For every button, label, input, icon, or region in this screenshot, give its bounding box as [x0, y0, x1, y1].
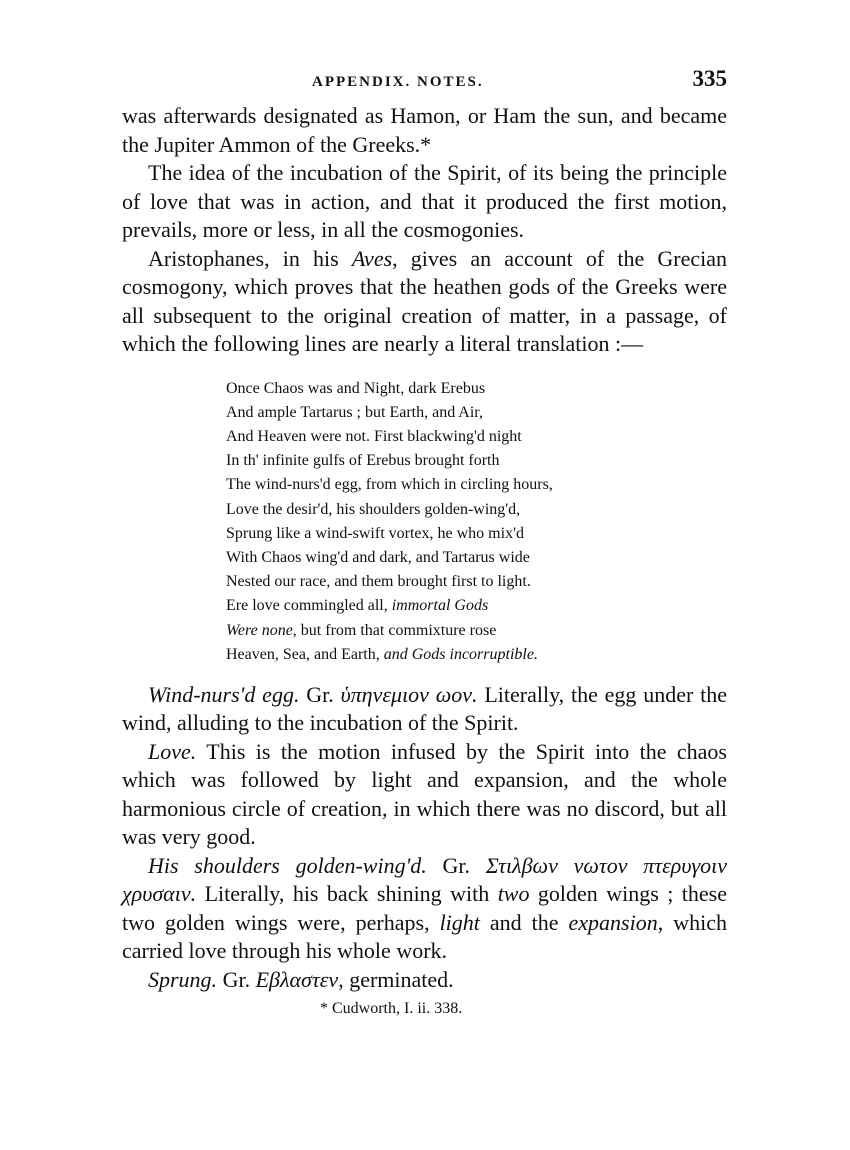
italic-text: Στιλβων νωτον πτερυγοιν χρυσαιν. — [122, 852, 728, 907]
running-head: APPENDIX. NOTES. — [312, 74, 484, 90]
text-run: , which carried love through his whole work. — [122, 909, 727, 964]
page-number: 335 — [692, 66, 727, 91]
verse-line — [226, 473, 727, 497]
note-paragraph — [122, 966, 727, 995]
italic-text: Εβλαστεν — [255, 966, 339, 992]
text-run: , germinated. — [338, 966, 454, 992]
italic-text: light — [439, 909, 480, 935]
verse-block — [226, 377, 727, 667]
italic-text: Aves — [351, 245, 393, 271]
text-run: In th' infinite gulfs of Erebus brought forth — [226, 452, 500, 470]
verse-line — [226, 522, 727, 546]
text-run: Once Chaos was and Night, dark Erebus — [226, 379, 486, 397]
text-run: golden wings ; these two golden wings were, perhaps, — [122, 881, 727, 935]
verse-line — [226, 401, 727, 425]
text-run: Literally, his back shining with — [196, 881, 498, 907]
italic-text: Were none — [226, 621, 293, 639]
italic-text: and Gods incorruptible. — [383, 645, 538, 663]
verse-line — [226, 594, 727, 618]
text-run: And ample Tartarus ; but Earth, and Air, — [226, 403, 483, 421]
italic-text: immortal Gods — [391, 597, 489, 615]
italic-text: ὑπηνεμιον ωον. — [340, 681, 478, 707]
text-run: The wind-nurs'd egg, from which in circling hours, — [226, 476, 553, 494]
italic-text: His shoulders golden-wing'd. — [148, 852, 427, 878]
text-run: Sprung like a wind-swift vortex, he who mix'd — [226, 524, 524, 542]
verse-line — [226, 498, 727, 522]
italic-text: expansion — [568, 909, 658, 935]
verse-line — [226, 377, 727, 401]
intro-text — [122, 102, 727, 359]
text-run: And Heaven were not. First blackwing'd night — [226, 427, 522, 445]
text-run: Gr. — [426, 852, 486, 878]
text-run: Ere love commingled all, — [226, 597, 392, 615]
paragraph — [122, 159, 727, 245]
text-run: Heaven, Sea, and Earth, — [226, 645, 384, 663]
verse-line — [226, 643, 727, 667]
text-run: Nested our race, and them brought first to light. — [226, 573, 531, 591]
text-run: Literally, the egg under the wind, alluding to the incubation of the Spirit. — [122, 681, 727, 736]
text-run: and the — [479, 909, 569, 935]
italic-text: two — [497, 881, 530, 907]
note-paragraph — [122, 681, 727, 738]
text-run: With Chaos wing'd and dark, and Tartarus wide — [226, 548, 530, 566]
paragraph — [122, 102, 727, 159]
text-run: This is the motion infused by the Spirit into the chaos which was followed by light and expansion, and the whole harmonious circle of creation, in which there was no discord, but all was very good. — [122, 738, 727, 850]
italic-text: Wind-nurs'd egg. — [148, 681, 300, 707]
footnote: * Cudworth, I. ii. 338. — [320, 1000, 463, 1018]
paragraph — [122, 245, 727, 359]
italic-text: Sprung. — [148, 966, 218, 992]
notes-text — [122, 681, 727, 995]
note-paragraph — [122, 738, 727, 852]
page-header — [122, 66, 727, 102]
verse-line — [226, 570, 727, 594]
text-run: , gives an account of the Grecian cosmogony, which proves that the heathen gods of the Greeks were all subsequent to the original creation of matter, in a passage, of which the following lines are nearly a literal translation :— — [122, 245, 727, 356]
text-run: , but from that commixture rose — [292, 621, 497, 639]
verse-line — [226, 449, 727, 473]
italic-text: Love. — [148, 738, 197, 764]
text-run: Gr. — [299, 681, 341, 707]
text-run: The idea of the incubation of the Spirit, of its being the principle of love that was in action, and that it produced the first motion, prevails, more or less, in all the cosmogonies. — [122, 160, 727, 242]
verse-line — [226, 619, 727, 643]
verse-line — [226, 425, 727, 449]
text-run: Love the desir'd, his shoulders golden-wing'd, — [226, 500, 521, 518]
book-page — [122, 66, 727, 1018]
text-run: Gr. — [217, 966, 256, 992]
note-paragraph — [122, 852, 727, 966]
text-run: Aristophanes, in his — [148, 245, 352, 271]
text-run: was afterwards designated as Hamon, or Ham the sun, and became the Jupiter Ammon of the Greeks.* — [122, 103, 727, 157]
verse-line — [226, 546, 727, 570]
